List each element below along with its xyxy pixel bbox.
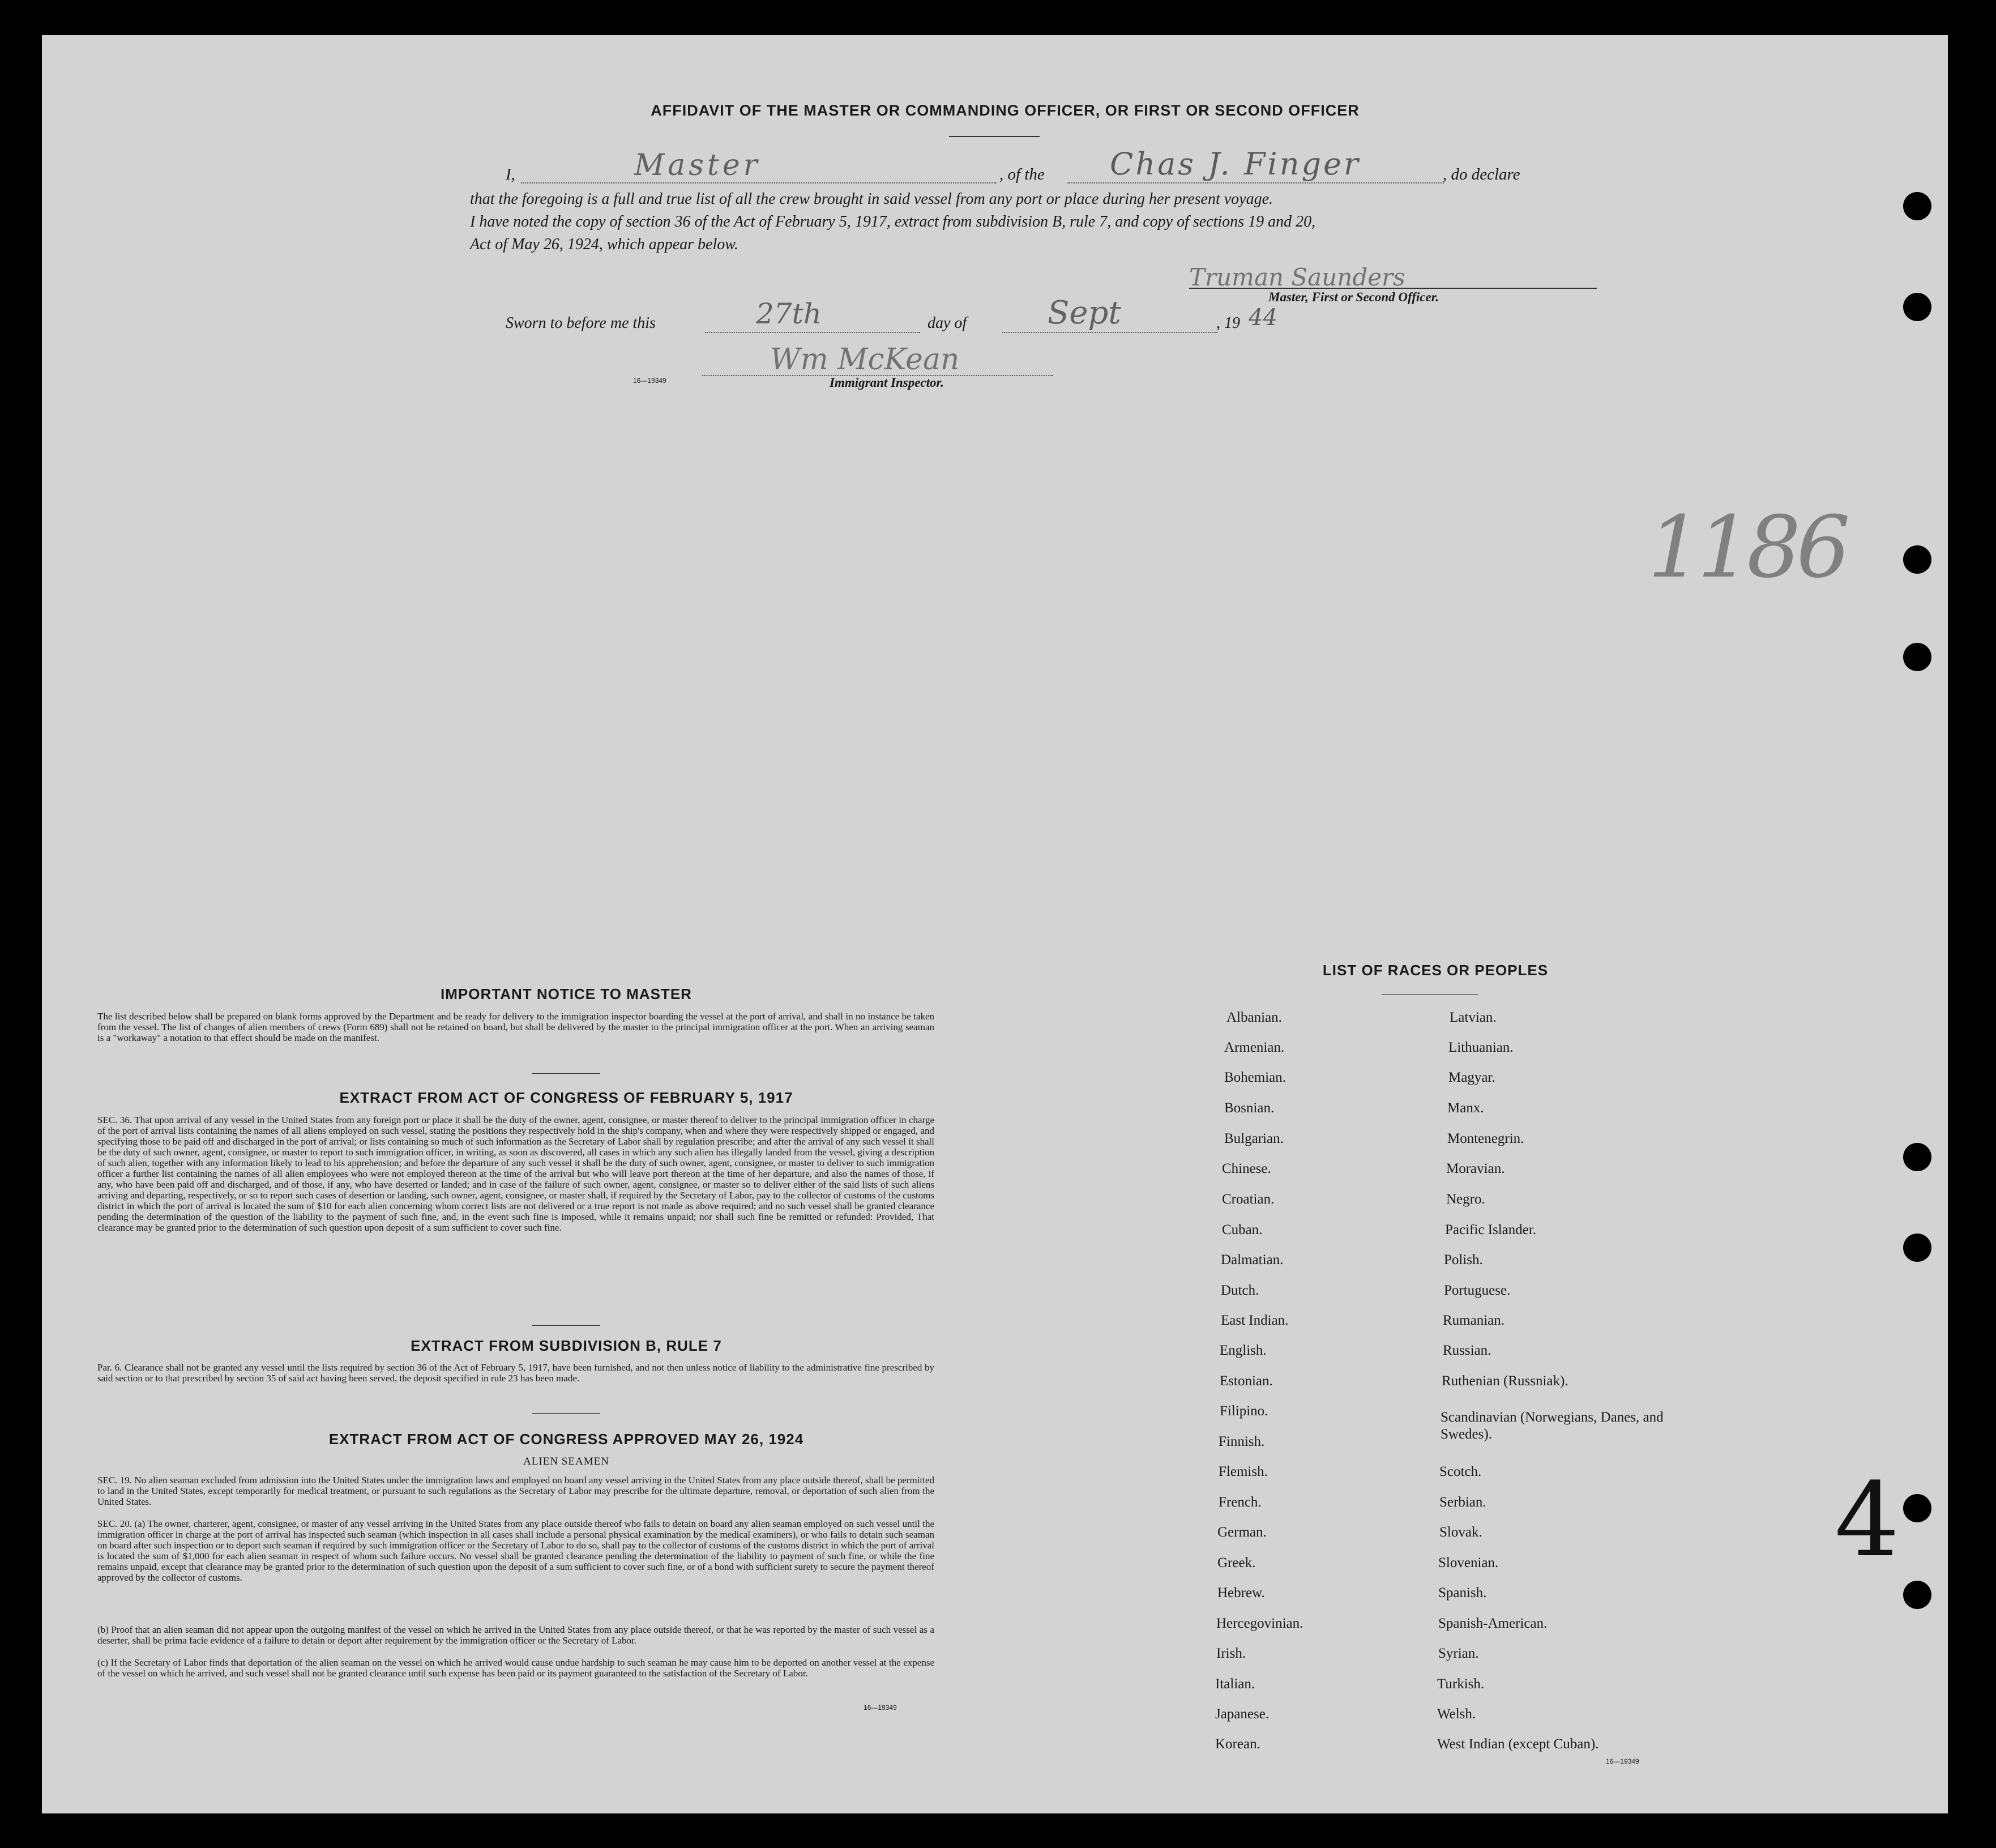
race-item: Scotch. [1439, 1464, 1482, 1479]
race-item: Filipino. [1220, 1403, 1268, 1419]
race-item: Lithuanian. [1448, 1040, 1514, 1055]
page-number-annotation: 1186 [1648, 498, 1846, 597]
race-item: Moravian. [1446, 1161, 1505, 1176]
extract-1924-sec20a: SEC. 20. (a) The owner, charterer, agent, consignee, or master of any vessel arriving in the United States from any place outside thereof who fails to detain on board any alien seaman employed on such vessel until the immigration officer in charge at the port of arrival has inspected such seaman (which inspection in all cases shall include a personal physical examination by the medical examiners), or who fails to detain such seaman on board after such inspection or to deport such seaman if required by such immigration officer or the Secretary of Labor to do so, shall pay to the collector of customs of the customs district in which the port of arrival is located the sum of $1,000 for each alien seaman in respect of whom such failure occurs. No vessel shall be granted clearance pending the determination of the liability to payment of such fine, or while the fine remains unpaid, except that clearance may be granted prior to the determination of such question upon the deposit of a sum sufficient to cover such fine, or of a bond with sufficient surety to secure the payment thereof approved by the collector of customs. [97, 1518, 934, 1583]
handwritten-day: 27th [756, 297, 822, 330]
race-item: German. [1217, 1525, 1267, 1540]
day-of-label: day of [928, 314, 967, 332]
handwritten-vessel: Chas J. Finger [1110, 146, 1361, 182]
extract-1924-sec20c: (c) If the Secretary of Labor finds that deportation of the alien seaman on the vessel on which he arrived would cause undue hardship to such seaman he may cause him to be deported on another vessel at the expense of the vessel on which he arrived, and such vessel shall not be granted clearance until such expense has been paid or its payment guaranteed to the satisfaction of the Secretary of Labor. [97, 1657, 934, 1679]
affidavit-body-line2: I have noted the copy of section 36 of the Act of February 5, 1917, extract from subdivision B, rule 7, and copy of sections 19 and 20, [470, 213, 1316, 231]
binder-hole [1903, 1234, 1931, 1262]
divider [532, 1413, 600, 1414]
binder-hole [1903, 1581, 1931, 1609]
mark-annotation: 4 [1835, 1461, 1900, 1580]
race-item: Spanish-American. [1438, 1616, 1548, 1631]
race-item: Portuguese. [1444, 1283, 1511, 1298]
of-the-label: , of the [999, 165, 1045, 183]
signature-line [1189, 288, 1597, 289]
races-form-number: 16—19349 [1606, 1757, 1639, 1765]
divider [532, 1073, 600, 1074]
extract-1924-title: EXTRACT FROM ACT OF CONGRESS APPROVED MAY 26, 1924 [328, 1431, 804, 1448]
form-number: 16—19349 [633, 377, 666, 385]
race-item: Finnish. [1219, 1434, 1265, 1449]
race-item: French. [1219, 1495, 1262, 1510]
extract-1924-sec19: SEC. 19. No alien seaman excluded from admission into the United States under the immigration laws and employed on board any vessel arriving in the United States from any place outside thereof, shall be permitted to land in the United States, except temporarily for medical treatment, or pursuant to such regulations as the Secretary of Labor may prescribe for the ultimate departure, removal, or deportation of such alien from the United States. [97, 1475, 934, 1507]
subdivision-b-title: EXTRACT FROM SUBDIVISION B, RULE 7 [411, 1337, 722, 1354]
race-item: Estonian. [1220, 1373, 1273, 1389]
handwritten-signature: Truman Saunders [1189, 263, 1405, 291]
year-prefix: , 19 [1216, 314, 1240, 332]
race-item: West Indian (except Cuban). [1437, 1736, 1599, 1752]
affidavit-title: AFFIDAVIT OF THE MASTER OR COMMANDING OFFICER, OR FIRST OR SECOND OFFICER [651, 102, 1360, 119]
race-item: Croatian. [1222, 1192, 1275, 1207]
subdivision-b-text: Par. 6. Clearance shall not be granted any vessel until the lists required by section 36 of the Act of February 5, 1917, have been furnished, and not then unless notice of liability to the administrative fine prescribed by said section or to that prescribed by section 35 of said act having been served, the deposit specified in rule 23 has been made. [97, 1362, 934, 1384]
affidavit-body-line1: that the foregoing is a full and true list of all the crew brought in said vessel from any port or place during her present voyage. [470, 190, 1273, 208]
sworn-label: Sworn to before me this [506, 314, 656, 332]
handwritten-month: Sept [1048, 295, 1121, 331]
binder-hole [1903, 643, 1931, 671]
month-line [1002, 332, 1217, 333]
races-title: LIST OF RACES OR PEOPLES [1322, 962, 1549, 979]
binder-hole [1903, 545, 1931, 574]
race-item: Russian. [1443, 1343, 1491, 1358]
race-item: Rumanian. [1443, 1313, 1505, 1328]
race-item: Flemish. [1219, 1464, 1268, 1479]
race-item: Welsh. [1437, 1706, 1476, 1722]
race-item: Syrian. [1438, 1646, 1479, 1661]
race-item: Slovak. [1439, 1525, 1482, 1540]
race-item: Bulgarian. [1224, 1131, 1284, 1146]
race-item: Serbian. [1439, 1495, 1486, 1510]
vessel-line [1067, 182, 1444, 183]
inspector-caption: Immigrant Inspector. [830, 375, 944, 390]
i-label: I, [506, 165, 515, 183]
handwritten-inspector: Wm McKean [770, 343, 960, 377]
race-item: Hebrew. [1217, 1585, 1265, 1601]
binder-hole [1903, 192, 1931, 220]
extract-1917-text: SEC. 36. That upon arrival of any vessel in the United States from any foreign port or place it shall be the duty of the owner, agent, consignee, or master thereof to deliver to the principal immigration officer in charge of the port of arrival lists containing the names of all aliens employed on such vessel, stating the positions they respectively hold in the ship's company, when and where they were respectively shipped or engaged, and specifying those to be paid off and discharged in the port of arrival; or lists containing so much of such information as the Secretary of Labor shall by regulation prescribe; and after the arrival of any such vessel it shall be the duty of such owner, agent, consignee, or master to report to such immigration officer, in writing, as soon as discovered, all cases in which any such alien has illegally landed from the vessel, giving a description of such alien, together with any information likely to lead to his apprehension; and before the departure of any such vessel it shall be the duty of such owner, agent, consignee, or master to deliver to such immigration officer a further list containing the names of all alien employees who were not employed thereon at the time of the arrival but who will leave port thereon at the time of her departure, and also the names of those, if any, who have been paid off and discharged, and of those, if any, who have deserted or landed; and in case of the failure of such owner, agent, consignee, or master so to deliver either of the said lists of such aliens arriving and departing, respectively, or so to report such cases of desertion or landing, such owner, agent, consignee, or master shall, if required by the Secretary of Labor, pay to the collector of customs of the customs district in which the port of arrival is located the sum of $10 for each alien concerning whom correct lists are not delivered or a true report is not made as above required; and no such vessel shall be granted clearance pending the determination of the question of the liability to the payment of such fine, and, in the event such fine is imposed, while it remains unpaid; nor shall such fine be remitted or refunded: Provided, That clearance may be granted prior to the determination of such question upon deposit of a sum sufficient to cover such fine. [97, 1115, 934, 1233]
race-item: Cuban. [1222, 1222, 1263, 1237]
extract-1924-sec20b: (b) Proof that an alien seaman did not appear upon the outgoing manifest of the vessel on which he arrived in the United States from any place outside thereof, or that he was reported by the master of such vessel as a deserter, shall be prima facie evidence of a failure to detain or deport after requirement by the immigration officer or the Secretary of Labor. [97, 1624, 934, 1646]
race-item: Polish. [1444, 1252, 1483, 1267]
extract-form-number: 16—19349 [864, 1704, 897, 1712]
race-item: Slovenian. [1438, 1555, 1499, 1570]
race-item: Chinese. [1222, 1161, 1271, 1176]
race-item: Bosnian. [1224, 1100, 1275, 1116]
binder-hole [1903, 1494, 1931, 1522]
binder-hole [1903, 293, 1931, 321]
race-item: Bohemian. [1224, 1070, 1286, 1085]
handwritten-year: 44 [1249, 305, 1277, 331]
day-line [705, 332, 920, 333]
race-item: East Indian. [1221, 1313, 1289, 1328]
race-item: English. [1220, 1343, 1267, 1358]
race-item: Pacific Islander. [1445, 1222, 1537, 1237]
extract-1924-subtitle: ALIEN SEAMEN [523, 1456, 609, 1467]
race-item: Scandinavian (Norwegians, Danes, and Swedes). [1441, 1410, 1664, 1442]
race-item: Armenian. [1224, 1040, 1285, 1055]
race-item: Turkish. [1437, 1676, 1485, 1692]
race-item: Irish. [1216, 1646, 1246, 1661]
race-item: Hercegovinian. [1216, 1616, 1303, 1631]
handwritten-name: Master [634, 148, 761, 182]
title-rule [949, 136, 1040, 137]
race-item: Montenegrin. [1447, 1131, 1524, 1146]
race-item: Greek. [1217, 1555, 1256, 1570]
race-item: Manx. [1447, 1100, 1484, 1116]
race-item: Dutch. [1221, 1283, 1259, 1298]
race-item: Latvian. [1450, 1010, 1497, 1025]
race-item: Italian. [1215, 1676, 1255, 1692]
binder-hole [1903, 1143, 1931, 1171]
race-item: Magyar. [1448, 1070, 1495, 1085]
race-item: Negro. [1446, 1192, 1485, 1207]
notice-text: The list described below shall be prepared on blank forms approved by the Department and be ready for delivery to the immigration inspector boarding the vessel at the port of arrival, and shall in no instance be taken from the vessel. The list of changes of alien members of crews (Form 689) shall not be retained on board, but shall be delivered by the master to the principal immigration officer at the port. When an arriving seaman is a "workaway" a notation to that effect should be made on the manifest. [97, 1011, 934, 1043]
divider [532, 1325, 600, 1326]
name-line [521, 182, 997, 183]
notice-title: IMPORTANT NOTICE TO MASTER [441, 985, 692, 1002]
race-item: Spanish. [1438, 1585, 1487, 1601]
race-item: Albanian. [1226, 1010, 1282, 1025]
race-item: Ruthenian (Russniak). [1442, 1373, 1568, 1389]
do-declare-label: , do declare [1443, 165, 1520, 183]
divider [1382, 994, 1478, 995]
race-item: Japanese. [1215, 1706, 1270, 1722]
race-item: Dalmatian. [1221, 1252, 1284, 1267]
signature-caption: Master, First or Second Officer. [1268, 290, 1439, 304]
affidavit-body-line3: Act of May 26, 1924, which appear below. [470, 236, 738, 253]
extract-1917-title: EXTRACT FROM ACT OF CONGRESS OF FEBRUARY 5, 1917 [339, 1089, 793, 1106]
race-item: Korean. [1215, 1736, 1260, 1752]
